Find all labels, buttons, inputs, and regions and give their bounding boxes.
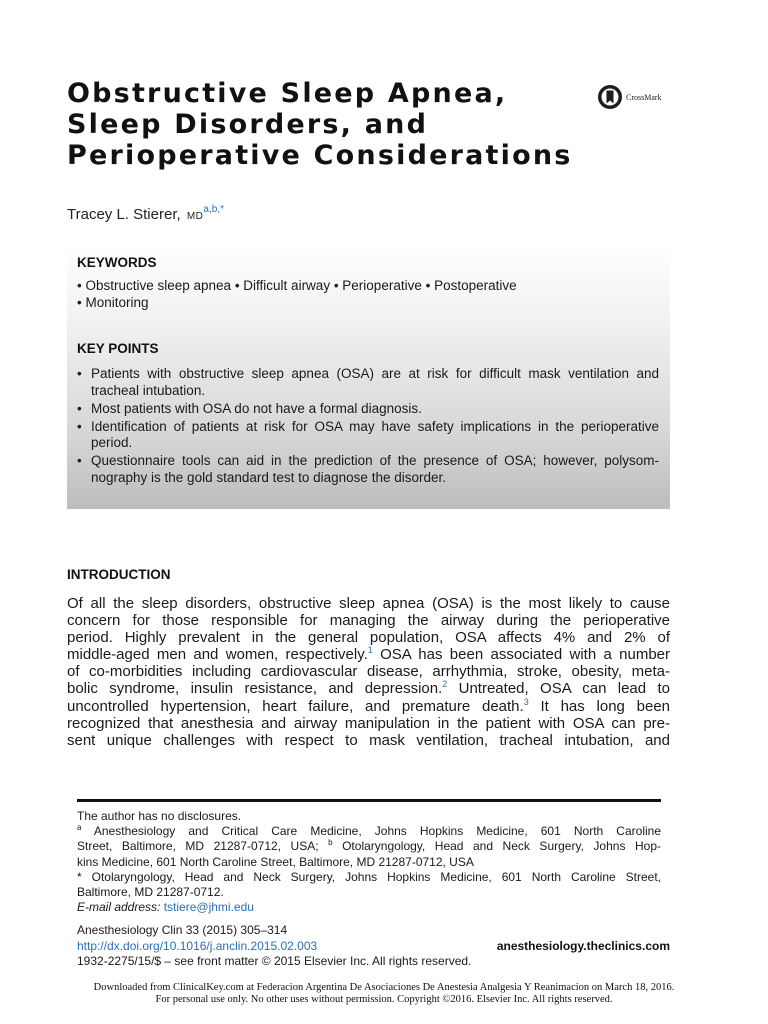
author-line — [67, 205, 224, 223]
bullet-icon: • — [77, 366, 82, 381]
email-label: E-mail address: — [77, 900, 161, 915]
reference-link[interactable]: 3 — [523, 696, 529, 707]
crossmark-icon — [597, 84, 623, 110]
paragraph-text: bolic syndrome, insulin resistance, and depression. — [67, 680, 443, 698]
affiliation-line — [77, 824, 661, 839]
key-point-item — [77, 419, 659, 452]
key-point-text: Most patients with OSA do not have a formal diagnosis. — [91, 400, 422, 416]
key-point-item — [77, 453, 659, 486]
key-point-item — [77, 401, 659, 418]
citation-line — [77, 923, 670, 939]
correspondence-line: * Otolaryngology, Head and Neck Surgery, Johns Hopkins Medicine, 601 North Caroline Street, — [77, 869, 661, 884]
citation-block — [77, 923, 670, 970]
doi-link[interactable]: http://dx.doi.org/10.1016/j.anclin.2015.02.003 — [77, 938, 318, 953]
title-line: Obstructive Sleep Apnea, — [67, 78, 508, 109]
key-point-text: Identification of patients at risk for OSA may have safety implications in the perioperative period. — [91, 418, 659, 450]
correspondence-line: Baltimore, MD 21287-0712. — [77, 884, 224, 899]
paragraph-line: concern for those responsible for managing the airway during the perioperative — [67, 612, 670, 630]
key-points-heading: KEY POINTS — [77, 341, 159, 356]
title-line: Sleep Disorders, and — [67, 109, 429, 140]
introduction-heading: INTRODUCTION — [67, 567, 171, 582]
paragraph-line: Of all the sleep disorders, obstructive sleep apnea (OSA) is the most likely to cause — [67, 595, 670, 612]
disclosure-note: The author has no disclosures. — [77, 809, 242, 823]
paragraph-text: OSA has been associated with a number — [372, 646, 671, 664]
journal-site-link[interactable]: anesthesiology.theclinics.com — [496, 938, 670, 953]
key-points-list — [77, 366, 659, 488]
title-line: Perioperative Considerations — [67, 140, 573, 171]
email-link[interactable]: tstiere@jhmi.edu — [163, 900, 254, 915]
keywords-line: • Monitoring — [77, 295, 149, 310]
author-degree: MD — [186, 211, 204, 222]
copyright-notice: 1932-2275/15/$ – see front matter © 2015 Elsevier Inc. All rights reserved. — [77, 954, 472, 968]
crossmark-badge[interactable] — [597, 84, 662, 110]
bullet-icon: • — [77, 418, 82, 434]
affiliation-line: kins Medicine, 601 North Caroline Street, Baltimore, MD 21287-0712, USA — [77, 854, 474, 869]
keywords-list — [77, 277, 517, 311]
paragraph-text: uncontrolled hypertension, heart failure, and premature death. — [67, 697, 524, 715]
affiliation-text: Anesthesiology and Critical Care Medicine, Johns Hopkins Medicine, 601 North Caroline — [81, 824, 661, 839]
download-notice-line: Downloaded from ClinicalKey.com at Federacion Argentina De Asociaciones De Anestesia Analgesia Y Reanimacion on March 18, 2016. — [93, 982, 675, 993]
affiliation-text: Street, Baltimore, MD 21287-0712, USA; — [77, 839, 329, 854]
citation-line — [77, 939, 670, 955]
journal-citation: Anesthesiology Clin 33 (2015) 305–314 — [77, 923, 288, 937]
download-notice — [0, 982, 768, 1006]
article-title — [67, 78, 607, 171]
reference-link[interactable]: 1 — [367, 645, 373, 656]
author-name: Tracey L. Stierer, — [67, 206, 181, 223]
paragraph-line: period. Highly prevalent in the general population, OSA affects 4% and 2% of — [67, 629, 670, 647]
affiliation-line — [77, 839, 661, 854]
citation-line — [77, 954, 670, 970]
email-line — [77, 900, 661, 915]
paragraph-line: of co-morbidities including cardiovascular disease, arrhythmia, stroke, obesity, meta- — [67, 663, 670, 681]
paragraph-line — [67, 698, 670, 715]
affiliation-mark: a — [77, 823, 82, 833]
keywords-heading: KEYWORDS — [77, 255, 157, 270]
author-affiliation-marks[interactable]: a,b,* — [203, 204, 224, 215]
introduction-paragraph — [67, 595, 670, 749]
bullet-icon: • — [77, 400, 82, 416]
affiliation-text: Otolaryngology, Head and Neck Surgery, Johns Hop- — [332, 839, 661, 854]
affiliation-mark: b — [328, 838, 333, 848]
paragraph-text: middle-aged men and women, respectively. — [67, 646, 368, 664]
paragraph-line: sent unique challenges with respect to mask ventilation, tracheal intubation, and — [67, 731, 670, 749]
footnotes — [77, 809, 661, 915]
paragraph-line: recognized that anesthesia and airway manipulation in the patient with OSA can pre- — [67, 714, 670, 732]
paragraph-line — [67, 680, 670, 697]
keywords-line: • Obstructive sleep apnea • Difficult airway • Perioperative • Postoperative — [77, 278, 517, 293]
bullet-icon: • — [77, 453, 82, 468]
keywords-keypoints-box — [67, 244, 670, 509]
paragraph-line — [67, 646, 670, 663]
key-point-text: Patients with obstructive sleep apnea (OSA) are at risk for difficult mask ventilation and tracheal intubation. — [91, 366, 659, 398]
footnote-divider — [77, 799, 661, 802]
key-point-item — [77, 366, 659, 399]
download-notice-line: For personal use only. No other uses without permission. Copyright ©2016. Elsevier Inc. All rights reserved. — [155, 994, 613, 1005]
key-point-text: Questionnaire tools can aid in the prediction of the presence of OSA; however, polysom-nography is the gold standard test to diagnose the disorder. — [91, 453, 659, 485]
paragraph-text: Untreated, OSA can lead to — [447, 680, 670, 698]
paragraph-text: It has long been — [528, 697, 671, 715]
crossmark-label: CrossMark — [626, 92, 662, 102]
reference-link[interactable]: 2 — [442, 679, 448, 690]
